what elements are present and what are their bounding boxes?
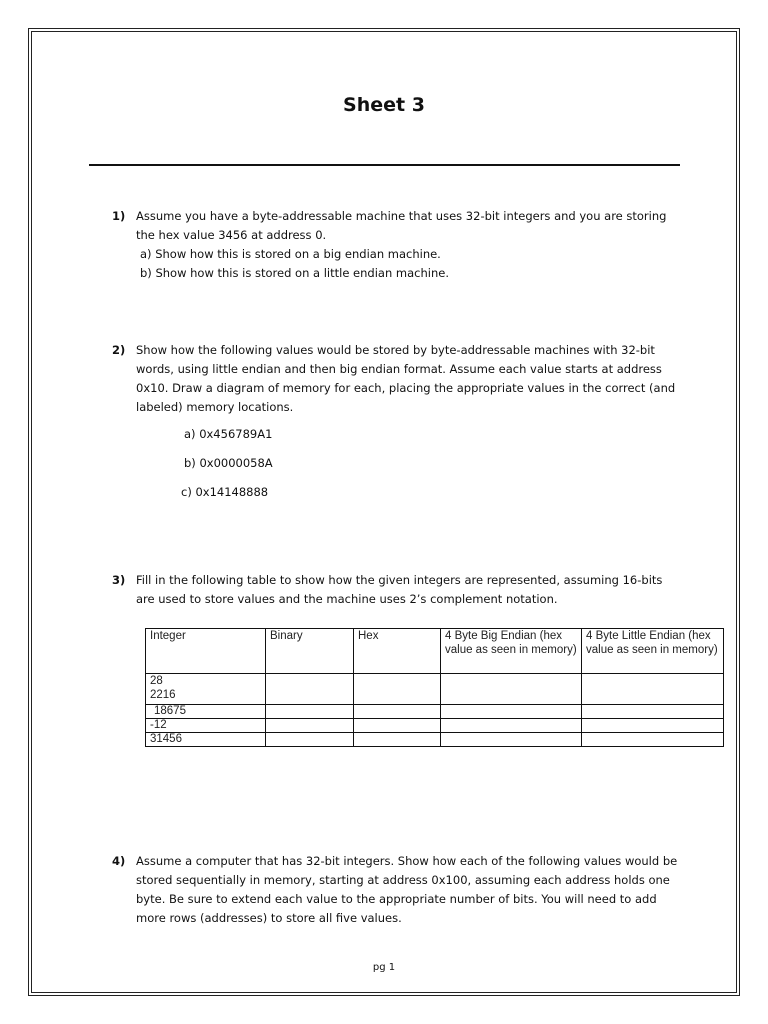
question-3-number: 3) [112,573,126,587]
column-header-big-endian: 4 Byte Big Endian (hex value as seen in memory) [441,629,582,674]
table-row [146,705,724,719]
integer-representation-table [145,628,724,747]
question-2-text: Show how the following values would be stored by byte-addressable machines with 32-bit words, using little endian and then big endian format. Assume each value starts at address 0x10. Draw a diagram of memory for each, placing the appropriate values in the correct (and labeled) memory locations. [136,343,676,414]
title-divider [89,164,680,166]
question-2-option-a: a) 0x456789A1 [184,427,273,441]
question-1-part-b: b) Show how this is stored on a little endian machine. [140,266,449,280]
table-row [146,733,724,747]
question-1-text: Assume you have a byte-addressable machine that uses 32-bit integers and you are storing the hex value 3456 at address 0. [136,209,667,242]
question-2-number: 2) [112,343,126,357]
table-row [146,719,724,733]
little-endian-cell[interactable] [582,719,724,733]
little-endian-cell[interactable] [582,733,724,747]
integer-cell: 18675 [146,705,266,719]
column-header-little-endian: 4 Byte Little Endian (hex value as seen in memory) [582,629,724,674]
question-3-text: Fill in the following table to show how the given integers are represented, assuming 16-bits are used to store values and the machine uses 2’s complement notation. [136,573,663,606]
question-2-option-c: c) 0x14148888 [181,485,269,499]
big-endian-cell[interactable] [441,674,582,705]
question-1-part-a: a) Show how this is stored on a big endian machine. [140,247,441,261]
column-header-hex: Hex [354,629,441,674]
binary-cell[interactable] [266,705,354,719]
big-endian-cell[interactable] [441,705,582,719]
question-2-option-b: b) 0x0000058A [184,456,273,470]
question-4-text: Assume a computer that has 32-bit integers. Show how each of the following values would be stored sequentially in memory, starting at address 0x100, assuming each address holds one byte. Be sure to extend each value to the appropriate number of bits. You will need to add more rows (addresses) to store all five values. [136,854,678,925]
integer-cell: 31456 [146,733,266,747]
page-border-inner [31,31,737,993]
big-endian-cell[interactable] [441,733,582,747]
question-4-number: 4) [112,854,126,868]
binary-cell[interactable] [266,674,354,705]
table-header-row [146,629,724,674]
hex-cell[interactable] [354,705,441,719]
big-endian-cell[interactable] [441,719,582,733]
column-header-binary: Binary [266,629,354,674]
question-1-number: 1) [112,209,126,223]
hex-cell[interactable] [354,733,441,747]
little-endian-cell[interactable] [582,674,724,705]
integer-cell: -12 [146,719,266,733]
binary-cell[interactable] [266,733,354,747]
page-title: Sheet 3 [343,94,425,116]
table-row [146,674,724,705]
little-endian-cell[interactable] [582,705,724,719]
integer-cell: 28 2216 [146,674,266,705]
page-number: pg 1 [372,962,396,973]
hex-cell[interactable] [354,674,441,705]
hex-cell[interactable] [354,719,441,733]
binary-cell[interactable] [266,719,354,733]
column-header-integer: Integer [146,629,266,674]
